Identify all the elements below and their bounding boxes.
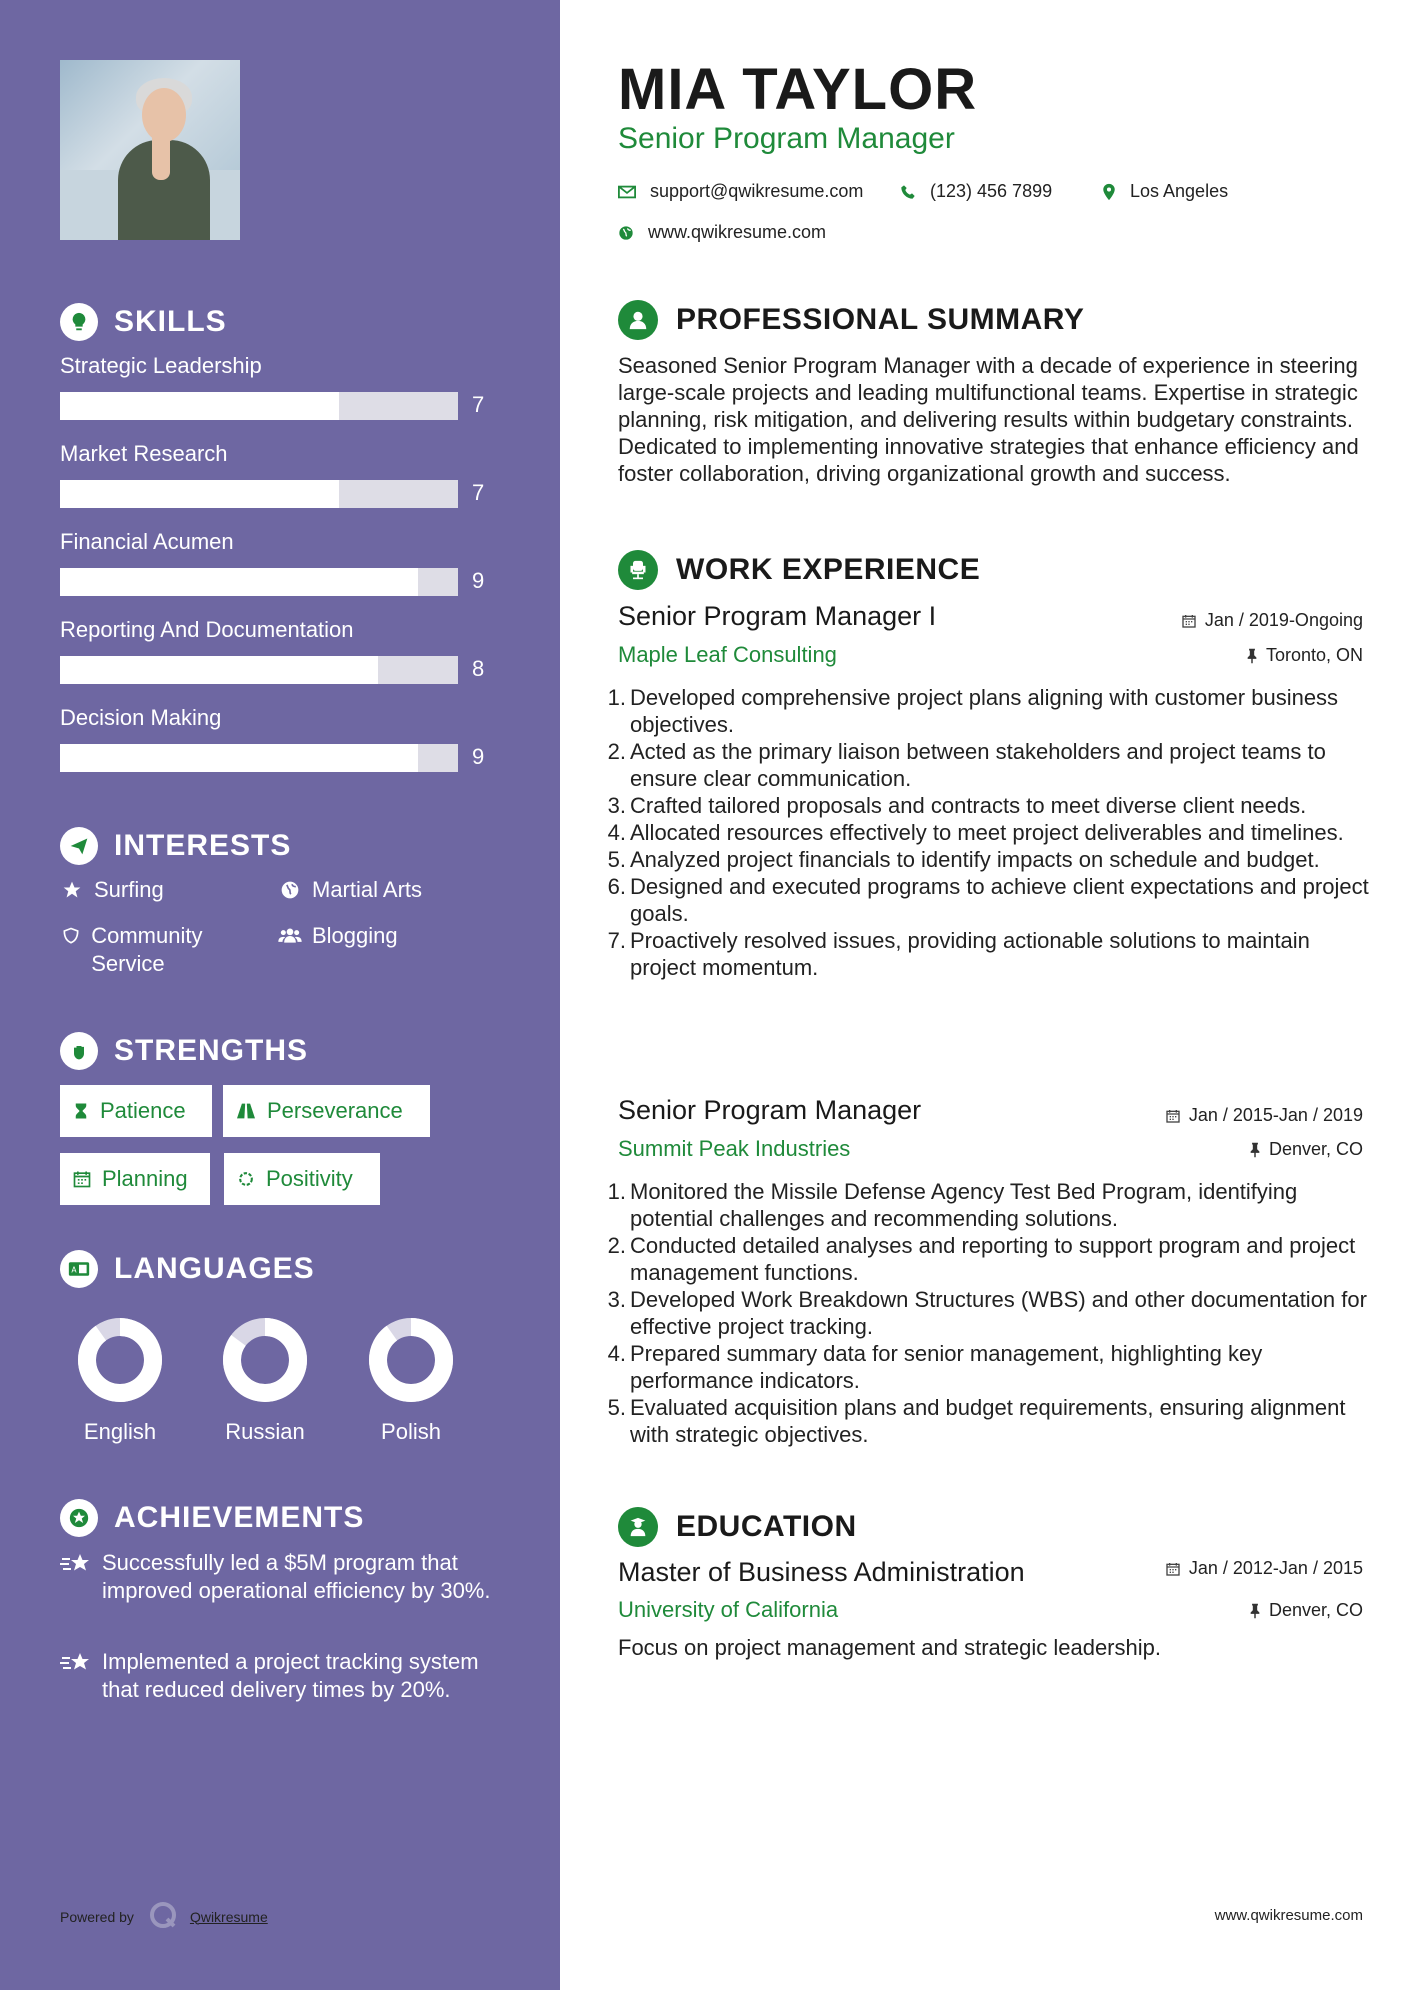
candidate-title: Senior Program Manager [618,122,955,155]
location-text: Los Angeles [1130,181,1229,201]
lightbulb-icon [60,303,98,341]
interest-item [60,922,260,978]
list-item: 5. Analyzed project financials to identify impacts on schedule and budget. [607,847,1320,872]
achievements-heading [60,1499,364,1537]
job-bullets [607,684,1378,981]
calendar-icon [1165,1108,1181,1124]
strength-tag [60,1085,212,1137]
skill-label: Decision Making [60,705,222,730]
contact-website [618,222,826,243]
pushpin-icon [1246,648,1258,664]
skills-heading [60,303,227,341]
languages-heading [60,1250,315,1288]
footer-url[interactable]: www.qwikresume.com [1214,1907,1363,1924]
list-item: 4. Allocated resources effectively to meet project deliverables and timelines. [607,820,1344,845]
powered-by [60,1900,268,1933]
skill-bar [60,568,458,596]
job-bullets [607,1178,1378,1448]
users-icon [278,922,302,950]
school-name: University of California [618,1597,839,1622]
star-badge-icon [60,1499,98,1537]
shooting-star-icon [60,1648,92,1704]
globe-icon [278,876,302,904]
shield-icon [60,922,81,950]
skill-level: 8 [472,656,485,681]
list-item: 5. Evaluated acquisition plans and budget requirements, ensuring alignment with strategic objectives. [607,1395,1346,1447]
achievements-title: ACHIEVEMENTS [114,1501,365,1534]
language-label: Polish [381,1419,441,1444]
language-label: English [83,1419,157,1444]
language-donut [366,1315,456,1405]
education-location [1249,1600,1363,1621]
language-donut [220,1315,310,1405]
interests-title: INTERESTS [114,829,292,862]
skill-label: Financial Acumen [60,529,234,554]
strength-tag [223,1085,430,1137]
contact-phone [900,181,1052,202]
achievement-text: Successfully led a $5M program that improved operational efficiency by 30%. [102,1550,491,1603]
degree-title: Master of Business Administration [618,1557,1025,1587]
skill-label: Strategic Leadership [60,353,262,378]
education-description: Focus on project management and strategic leadership. [618,1635,1161,1660]
strength-label: Perseverance [267,1098,403,1123]
hourglass-icon [72,1101,90,1121]
achievement-text: Implemented a project tracking system that reduced delivery times by 20%. [102,1649,479,1702]
education-dates-text: Jan / 2012-Jan / 2015 [1188,1558,1363,1578]
pushpin-icon [1249,1142,1261,1158]
strength-label: Positivity [266,1166,353,1191]
shooting-star-icon [60,1549,92,1605]
road-icon [235,1102,257,1120]
interest-item [278,876,422,904]
interest-label: Surfing [94,877,164,902]
list-item: 3. Crafted tailored proposals and contracts to meet diverse client needs. [607,793,1307,818]
paper-plane-icon [60,827,98,865]
achievement-item [60,1549,500,1605]
list-item: 2. Acted as the primary liaison between stakeholders and project teams to ensure clear communication. [607,739,1326,791]
job-location [1246,645,1363,666]
interests-heading [60,827,291,865]
list-item: 1. Monitored the Missile Defense Agency Test Bed Program, identifying potential challenges and recommending solutions. [607,1179,1298,1231]
job-dates-text: Jan / 2015-Jan / 2019 [1188,1105,1363,1125]
strength-label: Patience [100,1098,186,1123]
job-company: Maple Leaf Consulting [618,642,837,667]
language-donut [75,1315,165,1405]
website-text[interactable]: www.qwikresume.com [648,222,827,242]
strength-tag [60,1153,210,1205]
job-location [1249,1139,1363,1160]
job-location-text: Denver, CO [1268,1139,1363,1159]
skill-level: 9 [472,568,485,593]
list-item: 3. Developed Work Breakdown Structures (WBS) and other documentation for effective project tracking. [607,1287,1367,1339]
list-item: 2. Conducted detailed analyses and reporting to support program and project management functions. [607,1233,1356,1285]
strength-label: Planning [102,1166,188,1191]
strengths-heading [60,1032,308,1070]
office-chair-icon [618,550,658,590]
job-location-text: Toronto, ON [1265,645,1363,665]
calendar-icon [1165,1561,1181,1577]
education-location-text: Denver, CO [1268,1600,1363,1620]
list-item: 1. Developed comprehensive project plans aligning with customer business objectives. [607,685,1339,737]
job-title: Senior Program Manager I [618,601,937,631]
achievement-item [60,1648,500,1704]
map-pin-icon [1102,183,1116,201]
experience-title: WORK EXPERIENCE [676,553,981,586]
skill-bar [60,392,458,420]
skill-label: Market Research [60,441,228,466]
phone-icon [900,184,916,200]
calendar-icon [1181,613,1197,629]
contact-location [1102,181,1228,202]
globe-icon [618,225,634,241]
skill-bar [60,656,458,684]
skill-level: 9 [472,744,485,769]
candidate-name: MIA TAYLOR [618,57,978,122]
language-label: Russian [225,1419,305,1444]
skill-bar [60,744,458,772]
interest-label: Blogging [312,923,398,948]
list-item: 4. Prepared summary data for senior management, highlighting key performance indicators. [607,1341,1263,1393]
languages-title: LANGUAGES [114,1252,315,1285]
svg-text:A: A [71,1265,77,1275]
list-item: 6. Designed and executed programs to achieve client expectations and project goals. [607,874,1369,926]
pushpin-icon [1249,1603,1261,1619]
skill-bar [60,480,458,508]
envelope-icon [618,185,636,199]
job-dates [1165,1105,1363,1126]
skills-title: SKILLS [114,305,227,338]
education-title: EDUCATION [676,1510,857,1543]
star-icon [60,876,84,904]
fist-icon [60,1032,98,1070]
job-title: Senior Program Manager [618,1095,922,1125]
strength-tag [224,1153,380,1205]
summary-heading [618,300,1084,340]
language-item [351,1315,471,1445]
summary-text: Seasoned Senior Program Manager with a decade of experience in steering large-scale projects and leading multifunctional teams. Expertise in strategic planning, risk mitigation, and delivering results within budgetary constraints. Dedicated to implementing innovative strategies that enhance efficiency and foster collaboration, driving organizational growth and success. [618,353,1359,486]
main-content [560,0,1407,1990]
cog-icon [236,1169,256,1189]
job-company: Summit Peak Industries [618,1136,851,1161]
user-icon [618,300,658,340]
powered-by-text: Powered by [60,1908,134,1925]
interest-label: Martial Arts [312,877,423,902]
profile-photo [60,60,240,240]
strengths-title: STRENGTHS [114,1034,309,1067]
skill-level: 7 [472,392,485,417]
list-item: 7. Proactively resolved issues, providing actionable solutions to maintain project momentum. [607,928,1310,980]
interest-item [278,922,398,950]
language-item [60,1315,180,1445]
job-dates [1181,610,1363,631]
qwikresume-logo-icon [148,1900,178,1933]
interest-label: Community Service [91,923,203,976]
email-text[interactable]: support@qwikresume.com [650,181,864,201]
calendar-icon [72,1169,92,1189]
language-item [205,1315,325,1445]
qwikresume-link[interactable]: Qwikresume [189,1908,268,1925]
language-icon [60,1250,98,1288]
interest-item [60,876,164,904]
experience-heading [618,550,980,590]
graduation-icon [618,1507,658,1547]
skill-label: Reporting And Documentation [60,617,354,642]
summary-title: PROFESSIONAL SUMMARY [676,303,1085,336]
sidebar [0,0,560,1990]
contact-email [618,181,863,202]
job-dates-text: Jan / 2019-Ongoing [1204,610,1363,630]
skill-level: 7 [472,480,485,505]
education-heading [618,1507,857,1547]
education-dates [1165,1558,1363,1579]
phone-text[interactable]: (123) 456 7899 [930,181,1053,201]
